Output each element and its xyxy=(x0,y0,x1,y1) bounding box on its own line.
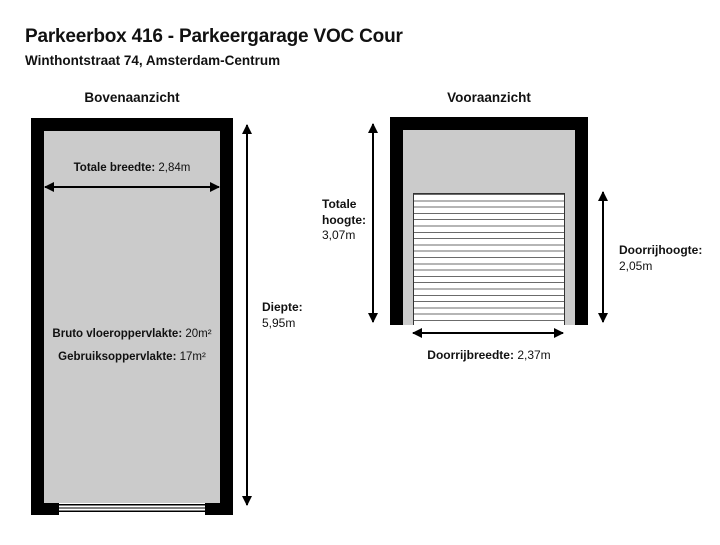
depth-dimension xyxy=(262,300,303,331)
drive-height-dimension xyxy=(619,243,702,274)
total-width-label: Totale breedte: xyxy=(73,162,156,174)
garage-door xyxy=(413,193,565,325)
usable-area xyxy=(44,351,220,363)
page-title: Parkeerbox 416 - Parkeergarage VOC Cour xyxy=(25,26,403,47)
total-height-arrow xyxy=(372,124,374,322)
drive-height-label: Doorrijhoogte: xyxy=(619,243,703,257)
page-subtitle: Winthontstraat 74, Amsterdam-Centrum xyxy=(25,53,281,68)
front-view-title: Vooraanzicht xyxy=(447,90,531,105)
depth-value: 5,95m xyxy=(262,315,296,330)
total-height-label: Totale hoogte: xyxy=(322,197,366,227)
front-view-diagram xyxy=(390,117,588,325)
top-view-title: Bovenaanzicht xyxy=(84,90,180,105)
width-dimension-arrow xyxy=(45,186,219,188)
usable-area-label: Gebruiksoppervlakte: xyxy=(58,351,177,363)
top-view-diagram xyxy=(31,118,233,503)
total-width-value: 2,84m xyxy=(158,162,191,174)
drive-height-arrow xyxy=(602,192,604,322)
gross-floor-area-label: Bruto vloeroppervlakte: xyxy=(52,328,183,340)
drive-width-arrow xyxy=(413,332,563,334)
garage-door-plan xyxy=(31,503,233,515)
gross-floor-area-value: 20m² xyxy=(185,328,212,340)
depth-dimension-arrow xyxy=(246,125,248,505)
depth-label: Diepte: xyxy=(262,300,303,314)
gross-floor-area xyxy=(44,328,220,340)
drive-height-value: 2,05m xyxy=(619,258,653,273)
wall-corner-left xyxy=(31,503,59,515)
total-height-value: 3,07m xyxy=(322,228,356,243)
total-width-dimension xyxy=(44,162,220,174)
drive-width-value: 2,37m xyxy=(517,348,551,362)
door-lines xyxy=(59,504,205,512)
drive-width-label: Doorrijbreedte: xyxy=(427,348,514,362)
drive-width-dimension xyxy=(389,348,589,364)
usable-area-value: 17m² xyxy=(179,351,206,363)
wall-corner-right xyxy=(205,503,233,515)
